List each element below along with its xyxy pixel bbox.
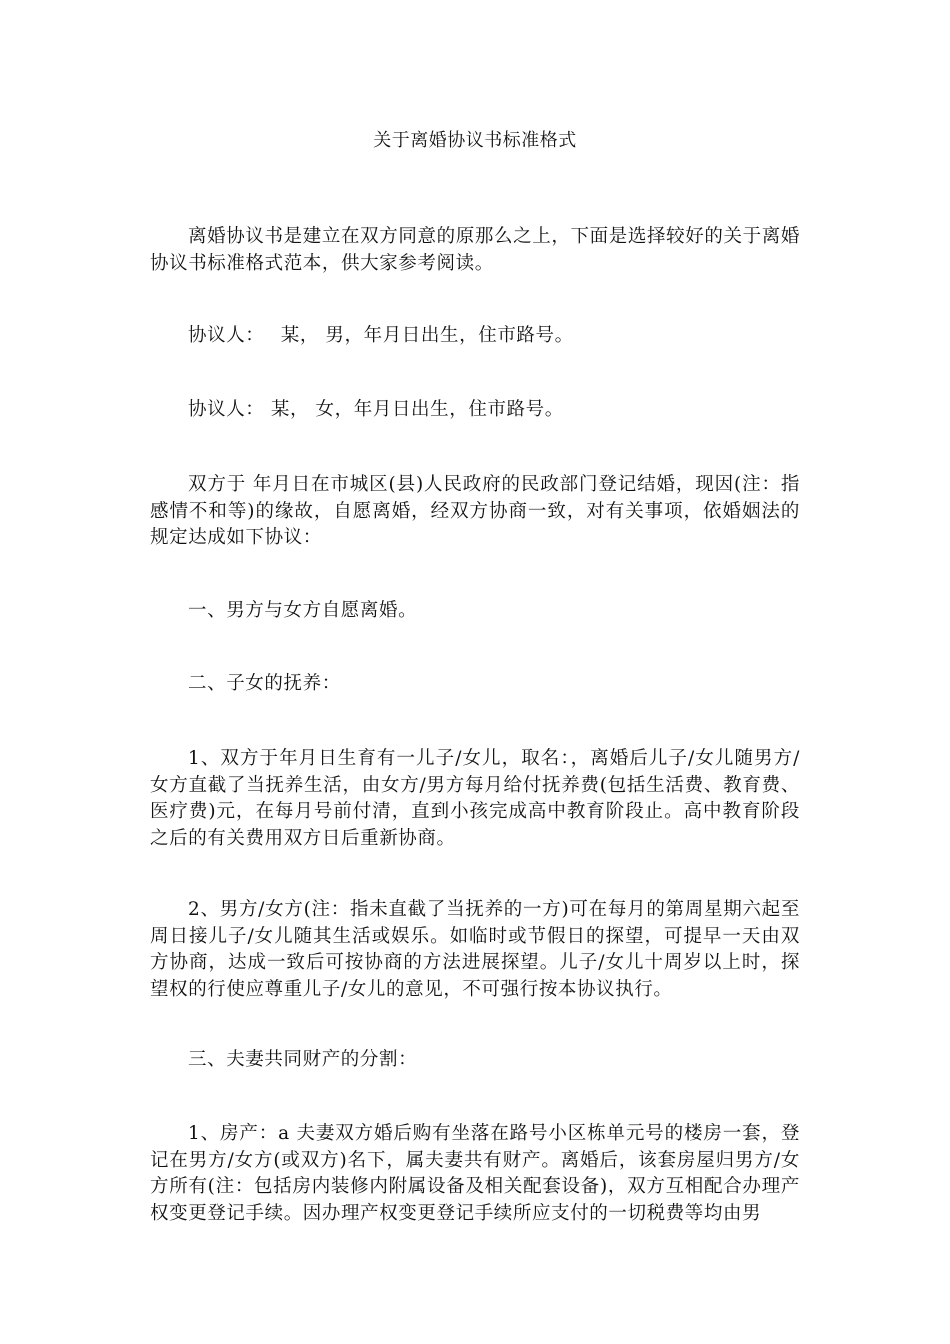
property-paragraph: 1、房产：a 夫妻双方婚后购有坐落在路号小区栋单元号的楼房一套，登记在男方/女方(或双方)名下，属夫妻共有财产。离婚后，该套房屋归男方/女方所有(注：包括房内装修内附属设备及相关配套设备)，双方互相配合办理产权变更登记手续。因办理产权变更登记手续所应支付的一切税费等均由男	[150, 1123, 800, 1224]
clause-three-heading: 三、夫妻共同财产的分割：	[188, 1049, 418, 1070]
visitation-paragraph: 2、男方/女方(注：指未直截了当抚养的一方)可在每月的第周星期六起至周日接儿子/女儿随其生活或娱乐。如临时或节假日的探望，可提早一天由双方协商，达成一致后可按协商的方法进展探望。儿子/女儿十周岁以上时，探望权的行使应尊重儿子/女儿的意见，不可强行按本协议执行。	[150, 899, 800, 1000]
party-female-paragraph: 协议人： 某， 女，年月日出生，住市路号。	[188, 399, 564, 420]
child-custody-paragraph: 1、双方于年月日生育有一儿子/女儿，取名：，离婚后儿子/女儿随男方/女方直截了当抚养生活，由女方/男方每月给付抚养费(包括生活费、教育费、医疗费)元，在每月号前付清，直到小孩完成高中教育阶段止。高中教育阶段之后的有关费用双方日后重新协商。	[150, 748, 800, 849]
document-title: 关于离婚协议书标准格式	[373, 130, 577, 151]
marriage-paragraph: 双方于 年月日在市城区(县)人民政府的民政部门登记结婚，现因(注：指感情不和等)的缘故，自愿离婚，经双方协商一致，对有关事项，依婚姻法的规定达成如下协议：	[150, 474, 800, 548]
intro-paragraph: 离婚协议书是建立在双方同意的原那么之上，下面是选择较好的关于离婚协议书标准格式范本，供大家参考阅读。	[150, 226, 800, 274]
clause-two-heading: 二、子女的抚养：	[188, 673, 341, 694]
clause-one-heading: 一、男方与女方自愿离婚。	[188, 600, 418, 621]
party-male-paragraph: 协议人： 某， 男，年月日出生，住市路号。	[188, 325, 574, 346]
